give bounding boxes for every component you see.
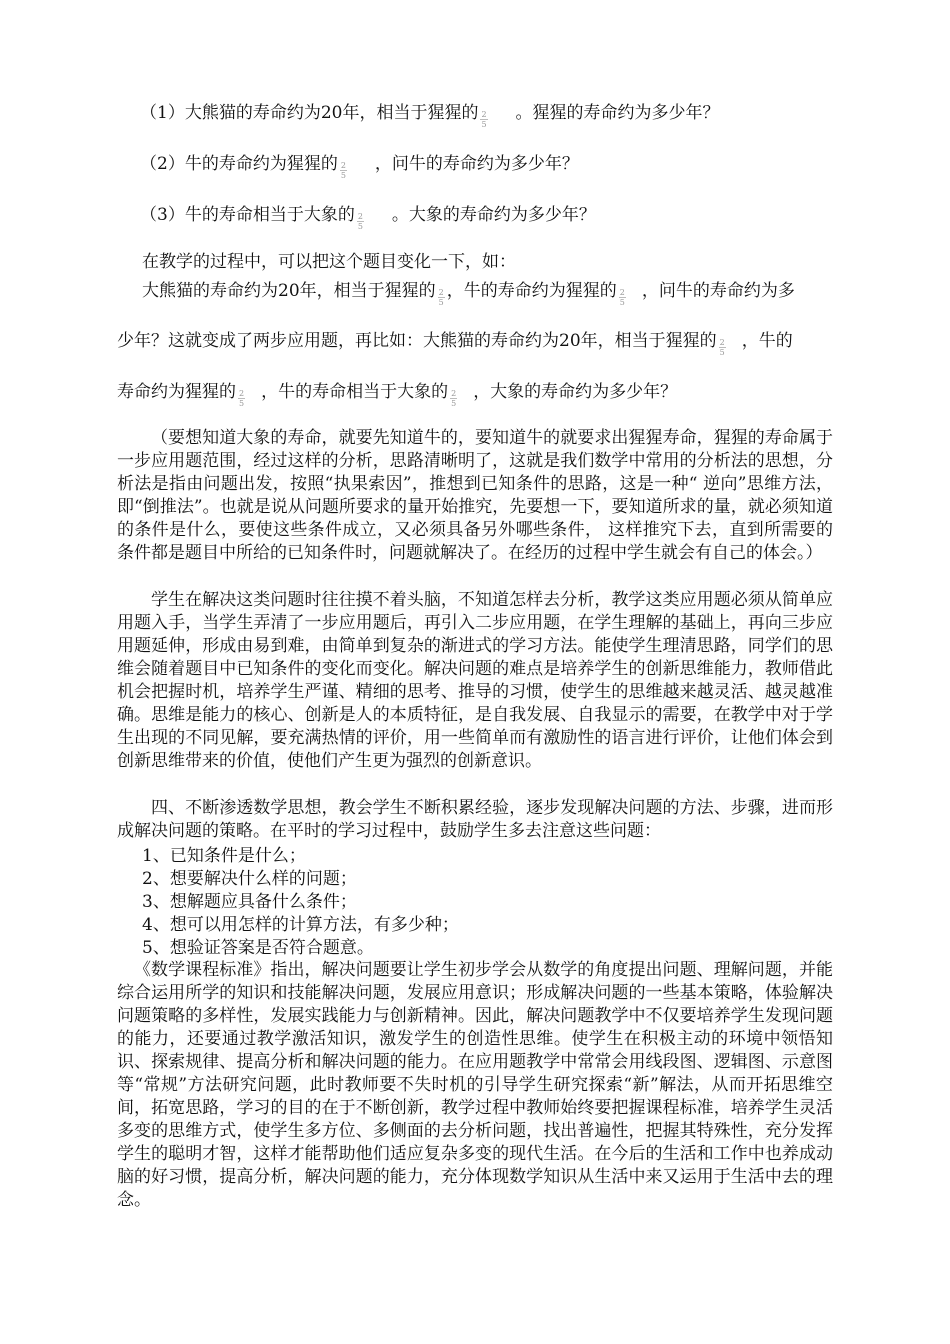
variation-line-1: 大熊猫的寿命约为20年，相当于猩猩的 $\frac{2}{5}$ ，牛的寿命约为猩猩的 $\frac{2}{5}$ ，问牛的寿命约为多 (142, 281, 795, 307)
question-1-post: 。猩猩的寿命约为多少年？ (515, 103, 720, 123)
fraction: $\frac{2}{5}$ (481, 110, 487, 129)
question-3-post: 。大象的寿命约为多少年？ (391, 205, 596, 225)
question-3-pre: （3）牛的寿命相当于大象的 (140, 205, 355, 225)
question-1-pre: （1）大熊猫的寿命约为20年，相当于猩猩的 (140, 103, 479, 123)
list-item: 5、想验证答案是否符合题意。 (142, 938, 374, 958)
students-paragraph: 学生在解决这类问题时往往摸不着头脑，不知道怎样去分析，教学这类应用题必须从简单应用题入手，当学生弄清了一步应用题后，再引入二步应用题，在学生理解的基础上，再向三步应用题延伸，形成由易到难，由简单到复杂的渐进式的学习方法。能使学生理清思路，同学们的思维会随着题目中已知条件的变化而变化。解决问题的难点是培养学生的创新思维能力，教师借此机会把握时机，培养学生严谨、精细的思考、推导的习惯，使学生的思维越来越灵活、越灵越准确。思维是能力的核心、创新是人的本质特征，是自我发展、自我显示的需要，在教学中对于学生出现的不同见解，要充满热情的评价，用一些简单而有激励性的语言进行评价，让他们体会到创新思维带来的价值，使他们产生更为强烈的创新意识。 (117, 590, 833, 771)
section-4-paragraph: 四、不断渗透数学思想，教会学生不断积累经验，逐步发现解决问题的方法、步骤，进而形成解决问题的策略。在平时的学习过程中，鼓励学生多去注意这些问题： (117, 798, 833, 841)
question-2-post: ，问牛的寿命约为多少年？ (374, 154, 579, 174)
question-2-pre: （2）牛的寿命约为猩猩的 (140, 154, 338, 174)
list-item: 3、想解题应具备什么条件； (142, 892, 357, 912)
list-item: 1、已知条件是什么； (142, 846, 306, 866)
variation-intro: 在教学的过程中，可以把这个题目变化一下，如： (142, 252, 516, 272)
fraction: $\frac{2}{5}$ (340, 161, 346, 180)
list-item: 2、想要解决什么样的问题； (142, 869, 357, 889)
fraction: $\frac{2}{5}$ (619, 288, 625, 307)
question-3 (140, 203, 596, 231)
fraction: $\frac{2}{5}$ (357, 212, 363, 231)
variation-line-2: 少年？这就变成了两步应用题，再比如：大熊猫的寿命约为20年，相当于猩猩的 $\frac{2}{5}$ ，牛的 (117, 331, 793, 357)
question-1 (140, 101, 720, 129)
fraction: $\frac{2}{5}$ (451, 389, 457, 408)
question-2 (140, 152, 579, 180)
fraction: $\frac{2}{5}$ (438, 288, 444, 307)
standard-paragraph: 《数学课程标准》指出，解决问题要让学生初步学会从数学的角度提出问题、理解问题，并能综合运用所学的知识和技能解决问题，发展应用意识；形成解决问题的一些基本策略，体验解决问题策略的多样性，发展实践能力与创新精神。因此，解决问题教学中不仅要培养学生发现问题的能力，还要通过教学激活知识，激发学生的创造性思维。使学生在积极主动的环境中领悟知识、探索规律、提高分析和解决问题的能力。在应用题教学中常常会用线段图、逻辑图、示意图等“常规”方法研究问题，此时教师要不失时机的引导学生研究探索“新”解法，从而开拓思维空间，拓宽思路，学习的目的在于不断创新，教学过程中教师始终要把握课程标准，培养学生灵活多变的思维方式，使学生多方位、多侧面的去分析问题，找出普遍性，把握其特殊性，充分发挥学生的聪明才智，这样才能帮助他们适应复杂多变的现代生活。在今后的生活和工作中也养成动脑的好习惯，提高分析，解决问题的能力，充分体现数学知识从生活中来又运用于生活中去的理念。 (117, 960, 833, 1210)
list-item: 4、想可以用怎样的计算方法，有多少种； (142, 915, 459, 935)
variation-line-3: 寿命约为猩猩的 $\frac{2}{5}$ ，牛的寿命相当于大象的 $\frac{2}{5}$ ，大象的寿命约为多少年？ (117, 382, 678, 408)
fraction: $\frac{2}{5}$ (719, 338, 725, 357)
analysis-paragraph: （要想知道大象的寿命，就要先知道牛的，要知道牛的就要求出猩猩寿命，猩猩的寿命属于一步应用题范围，经过这样的分析，思路清晰明了，这就是我们数学中常用的分析法的思想，分析法是指由问题出发，按照“执果索因”，推想到已知条件的思路，这是一种“ 逆向”思维方法，即“倒推法”。也就是说从问题所要求的量开始推究，先要想一下，要知道所求的量，就必须知道的条件是什么，要使这些条件成立，又必须具备另外哪些条件， 这样推究下去，直到所需要的条件都是题目中所给的已知条件时，问题就解决了。在经历的过程中学生就会有自己的体会。） (117, 428, 833, 563)
fraction: $\frac{2}{5}$ (239, 389, 245, 408)
